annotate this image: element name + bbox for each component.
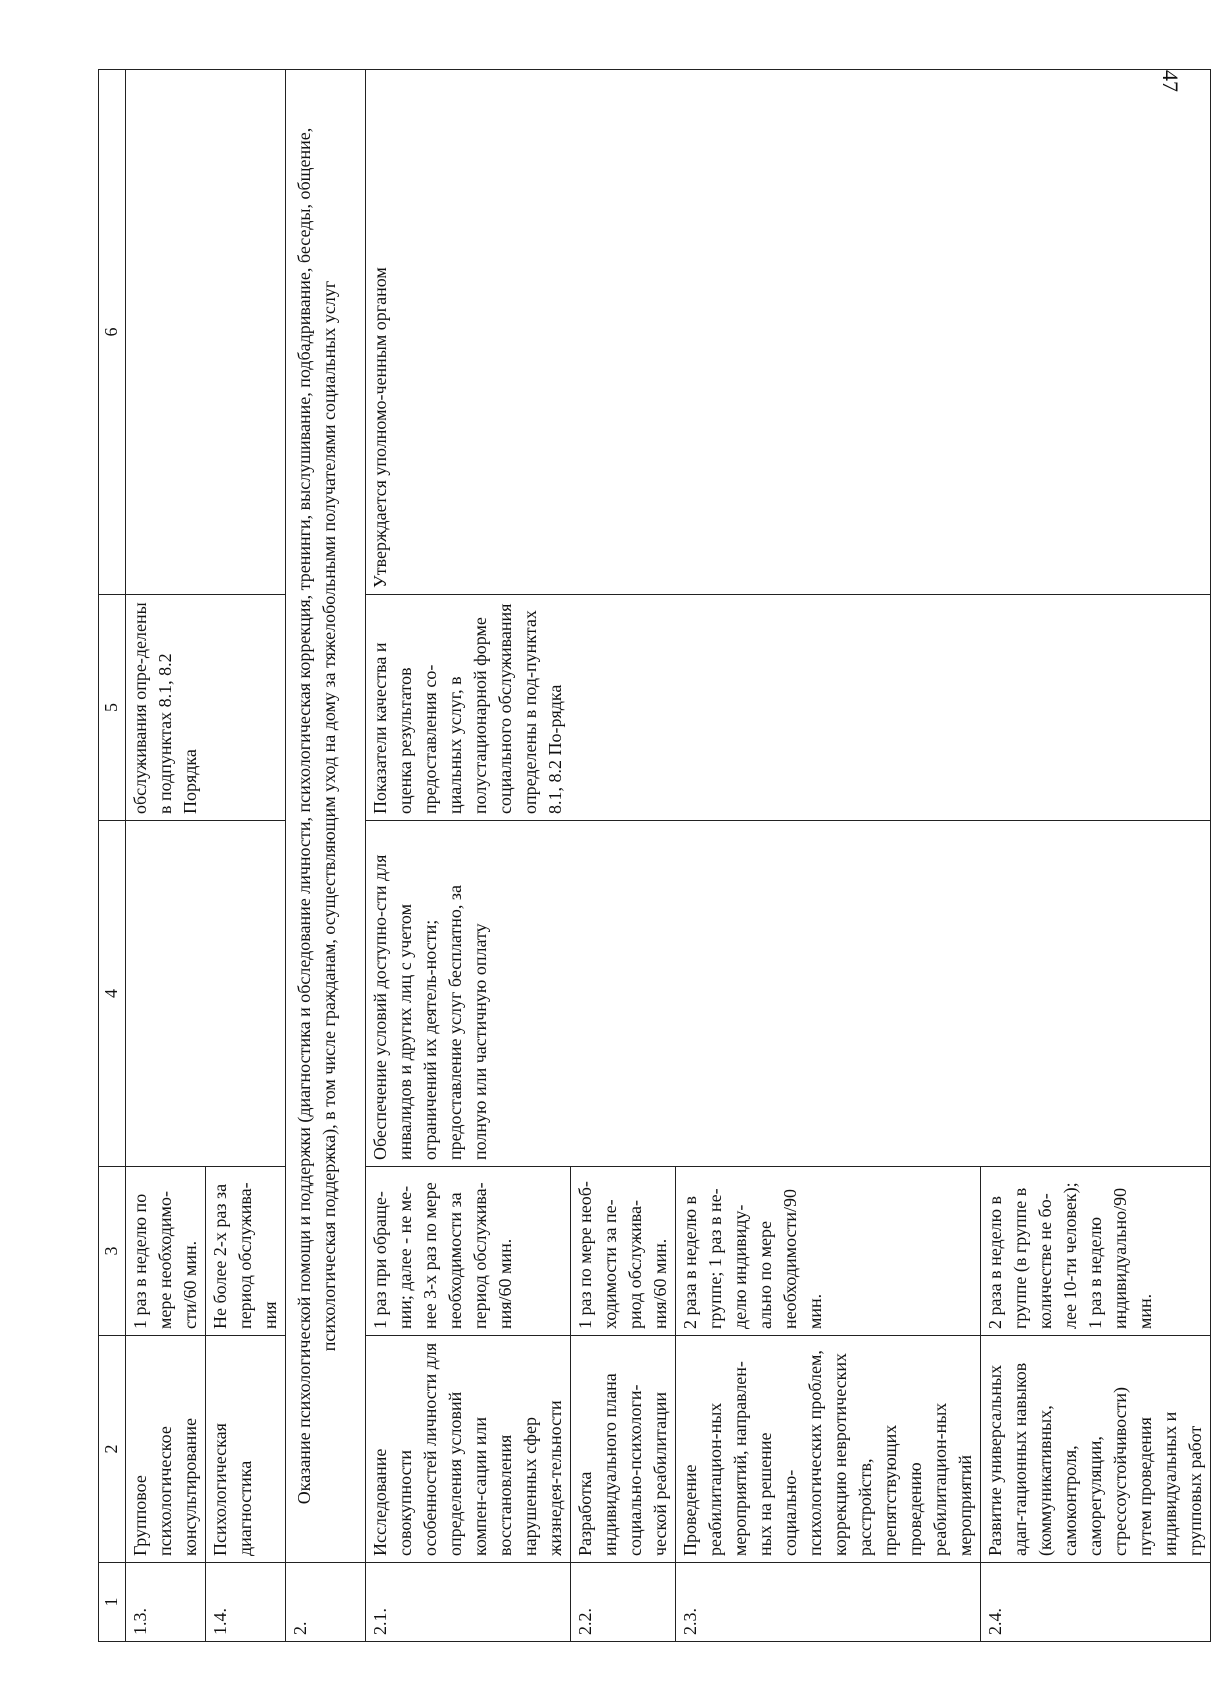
column-number-row (99, 70, 126, 1642)
row-number: 2.2. (571, 1563, 676, 1642)
column-header: 6 (99, 70, 126, 595)
service-frequency: 1 раз в неделю по мере необходимо-сти/60 мин. (126, 1167, 206, 1336)
row-number: 1.3. (126, 1563, 206, 1642)
column-header: 5 (99, 595, 126, 821)
row-number: 2. (286, 1563, 366, 1642)
service-name: Групповое психологическое консультирование (126, 1336, 206, 1563)
service-frequency: 2 раза в неделю в группе (в группе в количестве не бо-лее 10-ти человек); 1 раз в неделю индивидуально/90 мин. (981, 1167, 1211, 1336)
table-row (126, 70, 206, 1642)
service-frequency: 2 раза в неделю в группе; 1 раз в не-делю индивиду-ально по мере необходимости/90 мин. (676, 1167, 981, 1336)
service-name: Проведение реабилитацион-ных мероприятий, направлен-ных на решение социально-психологических проблем, коррекцию невротических расстройств, препятствующих проведению реабилитацион-ных мероприятий (676, 1336, 981, 1563)
service-conditions: Обеспечение условий доступно-сти для инвалидов и других лиц с учетом ограничений их деятель-ности; предоставление услуг бесплатно, за полную или частичную оплату (366, 821, 1211, 1167)
row-number: 1.4. (206, 1563, 286, 1642)
service-cost (126, 70, 286, 595)
service-indicators: Показатели качества и оценка результатов предоставления со-циальных услуг, в полустационарной форме социального обслуживания определены в под-пунктах 8.1, 8.2 По-рядка (366, 595, 1211, 821)
service-frequency: 1 раз по мере необ-ходимости за пе-риод обслужива-ния/60 мин. (571, 1167, 676, 1336)
service-frequency: 1 раз при обраще-нии; далее - не ме-нее 3-х раз по мере необходимости за период обслужива-ния/60 мин. (366, 1167, 571, 1336)
service-name: Развитие универсальных адап-тационных навыков (коммуникативных, самоконтроля, саморегуляции, стрессоустойчивости) путем проведения индивидуальных и групповых работ (981, 1336, 1211, 1563)
section-title: Оказание психологической помощи и поддержки (диагностика и обследование личности, психологическая коррекция, тренинги, выслушивание, подбадривание, беседы, общение, психологическая поддержка), в том числе гражданам, осуществляющим уход на дому за тяжелобольными получателями социальных услуг (286, 70, 366, 1563)
row-number: 2.3. (676, 1563, 981, 1642)
service-indicators: обслуживания опре-делены в подпунктах 8.1, 8.2 Порядка (126, 595, 286, 821)
column-header: 3 (99, 1167, 126, 1336)
column-header: 4 (99, 821, 126, 1167)
service-name: Исследование совокупности особенностей личности для определения условий компен-сации или восстановления нарушенных сфер жизнедея-тельности (366, 1336, 571, 1563)
column-header: 2 (99, 1336, 126, 1563)
row-number: 2.4. (981, 1563, 1211, 1642)
service-frequency: Не более 2-х раз за период обслужива-ния (206, 1167, 286, 1336)
service-cost: Утверждается уполномо-ченным органом (366, 70, 1211, 595)
row-number: 2.1. (366, 1563, 571, 1642)
table-row (366, 70, 571, 1642)
section-row (286, 70, 366, 1642)
services-table (98, 69, 1211, 1642)
service-name: Разработка индивидуального плана социально-психологи-ческой реабилитации (571, 1336, 676, 1563)
column-header: 1 (99, 1563, 126, 1642)
service-conditions (126, 821, 286, 1167)
service-name: Психологическая диагностика (206, 1336, 286, 1563)
page-number: 47 (1158, 70, 1183, 92)
